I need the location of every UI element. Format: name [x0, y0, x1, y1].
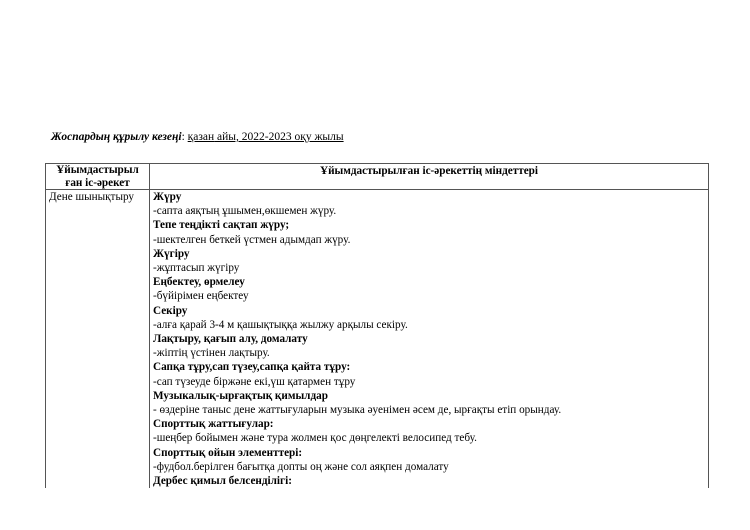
activity-category: Дене шынықтыру [46, 190, 150, 489]
section-text: -жіптің үстінен лақтыру. [153, 347, 270, 360]
section-title: Спорттық жаттығулар: [153, 418, 274, 431]
column-header-objectives: Ұйымдастырылған іс-әрекеттің міндеттері [150, 164, 709, 190]
plan-period-year: айы, 2022-2023 оқу жылы [214, 131, 344, 143]
section-title: Лақтыру, қағып алу, домалату [153, 333, 308, 346]
section-text: -алға қарай 3-4 м қашықтыққа жылжу арқылы секіру. [153, 318, 408, 331]
section-text: -шектелген беткей үстмен адымдап жүру. [153, 233, 351, 246]
plan-period-label: Жоспардың құрылу кезеңі [51, 131, 182, 143]
section-title: Спорттық ойын элементтері: [153, 446, 303, 459]
section-title: Жүру [153, 191, 182, 203]
section-text: -бүйірімен еңбектеу [153, 290, 249, 303]
section-title: Еңбектеу, өрмелеу [153, 276, 245, 289]
activity-plan-table [45, 163, 709, 488]
plan-period-line [51, 131, 344, 143]
objectives-cell [150, 190, 709, 489]
section-title: Дербес қимыл белсенділігі: [153, 475, 292, 488]
plan-period-colon: : [181, 131, 188, 143]
section-text: - өздеріне таныс дене жаттығуларын музыка әуенімен әсем де, ырғақты етіп орындау. [153, 404, 562, 417]
plan-period-month: қазан [187, 131, 215, 143]
section-text: -сап түзеуде біржәне екі,үш қатармен тұру [153, 375, 356, 388]
section-text: -жұптасып жүгіру [153, 262, 240, 275]
table-header-row [46, 164, 709, 190]
section-text: -сапта аяқтың ұшымен,өкшемен жүру. [153, 205, 337, 218]
section-title: Сапқа тұру,сап түзеу,сапқа қайта тұру: [153, 361, 351, 374]
section-text: -шеңбер бойымен және тура жолмен қос дөңгелекті велосипед тебу. [153, 432, 477, 445]
section-title: Секіру [153, 304, 188, 317]
section-text: -фудбол.берілген бағытқа допты оң және сол аяқпен домалату [153, 460, 449, 473]
section-title: Жүгіру [153, 247, 190, 260]
table-row [46, 190, 709, 489]
section-title: Музыкалық-ырғақтық қимылдар [153, 389, 328, 402]
column-header-activity: Ұйымдастырыл ған іс-әрекет [46, 164, 150, 190]
section-title: Тепе теңдікті сақтап жүру; [153, 219, 290, 232]
